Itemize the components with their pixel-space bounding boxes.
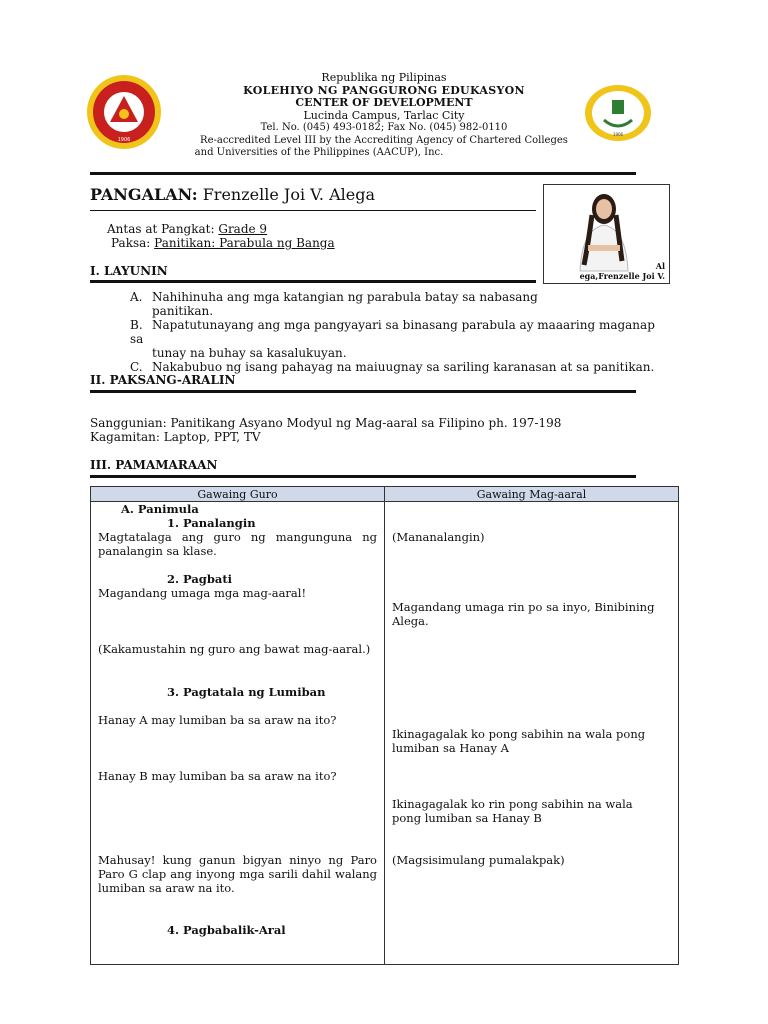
- layunin-divider: [90, 280, 536, 283]
- pamamaraan-title: III. PAMAMARAAN: [90, 458, 218, 472]
- magaaral-text: Ikinagagalak ko rin pong sabihin na wala pong lumiban sa Hanay B: [392, 797, 633, 825]
- name-value: Frenzelle Joi V. Alega: [202, 185, 376, 204]
- contact: Tel. No. (045) 493-0182; Fax No. (045) 982-0110: [260, 122, 508, 133]
- column-header-magaaral: Gawaing Mag-aaral: [385, 487, 679, 502]
- layunin-list: [130, 290, 670, 374]
- paksang-aralin-divider: [90, 390, 636, 393]
- paksang-aralin-title: II. PAKSANG-ARALIN: [90, 373, 236, 387]
- name-label: PANGALAN:: [90, 185, 198, 204]
- antas-value: Grade 9: [218, 222, 268, 236]
- center-name: CENTER OF DEVELOPMENT: [295, 96, 473, 109]
- guro-text: Hanay A may lumiban ba sa araw na ito?: [98, 713, 337, 727]
- panimula-heading: A. Panimula: [121, 502, 199, 516]
- accreditation-2: and Universities of the Philippines (AACUP), Inc.: [194, 147, 444, 158]
- svg-text:1906: 1906: [612, 132, 624, 137]
- header-divider: [90, 172, 636, 175]
- paksa-value: Panitikan: Parabula ng Banga: [154, 236, 335, 250]
- layunin-item: A. Nahihinuha ang mga katangian ng parabula batay sa nabasang panitikan.: [130, 290, 538, 318]
- lesson-table: [90, 486, 679, 965]
- pagbabalik-aral-heading: 4. Pagbabalik-Aral: [167, 923, 286, 937]
- header-line: Republika ng Pilipinas: [321, 71, 447, 84]
- pagtatala-heading: 3. Pagtatala ng Lumiban: [167, 685, 326, 699]
- letterhead: [0, 72, 768, 160]
- layunin-item: C. Nakabubuo ng isang pahayag na maiuugnay sa sariling karanasan at sa panitikan.: [130, 360, 655, 374]
- accreditation: Re-accredited Level III by the Accrediting Agency of Chartered Colleges: [200, 134, 568, 146]
- name-divider: [90, 210, 536, 211]
- layunin-title: I. LAYUNIN: [90, 264, 168, 278]
- photo-frame: [543, 184, 670, 284]
- sanggunian: Sanggunian: Panitikang Asyano Modyul ng Mag-aaral sa Filipino ph. 197-198: [90, 416, 562, 430]
- pamamaraan-divider: [90, 475, 636, 478]
- photo-caption: Al ega,Frenzelle Joi V.: [579, 261, 665, 281]
- campus: Lucinda Campus, Tarlac City: [303, 108, 465, 122]
- layunin-item: B. Napatutunayang ang mga pangyayari sa binasang parabula ay maaaring maganap sa tunay na buhay sa kasalukuyan.: [130, 318, 655, 360]
- guro-text: Magtatalaga ang guro ng mangunguna ng panalangin sa klase.: [98, 530, 377, 558]
- magaaral-text: Magandang umaga rin po sa inyo, Binibining Alega.: [392, 600, 655, 628]
- guro-text: (Kakamustahin ng guro ang bawat mag-aaral.): [98, 642, 371, 656]
- magaaral-text: Ikinagagalak ko pong sabihin na wala pong lumiban sa Hanay A: [392, 727, 646, 755]
- svg-text:1906: 1906: [117, 137, 131, 143]
- paksa-row: Paksa: Panitikan: Parabula ng Banga: [111, 236, 335, 250]
- guro-text: Mahusay! kung ganun bigyan ninyo ng Paro Paro G clap ang inyong mga sarili dahil walang lumiban sa araw na ito.: [98, 853, 377, 895]
- student-name: [90, 185, 375, 204]
- magaaral-text: (Magsisimulang pumalakpak): [392, 853, 565, 867]
- antas-row: Antas at Pangkat: Grade 9: [107, 222, 268, 236]
- guro-column: [91, 502, 385, 965]
- guro-text: Magandang umaga mga mag-aaral!: [98, 586, 307, 600]
- magaaral-column: [385, 502, 679, 965]
- magaaral-text: (Mananalangin): [392, 530, 485, 544]
- college-name: KOLEHIYO NG PANGGURONG EDUKASYON: [243, 83, 525, 97]
- pagbati-heading: 2. Pagbati: [167, 572, 233, 586]
- kagamitan: Kagamitan: Laptop, PPT, TV: [90, 430, 261, 444]
- column-header-guro: Gawaing Guro: [91, 487, 385, 502]
- panalangin-heading: 1. Panalangin: [167, 516, 256, 530]
- guro-text: Hanay B may lumiban ba sa araw na ito?: [98, 769, 337, 783]
